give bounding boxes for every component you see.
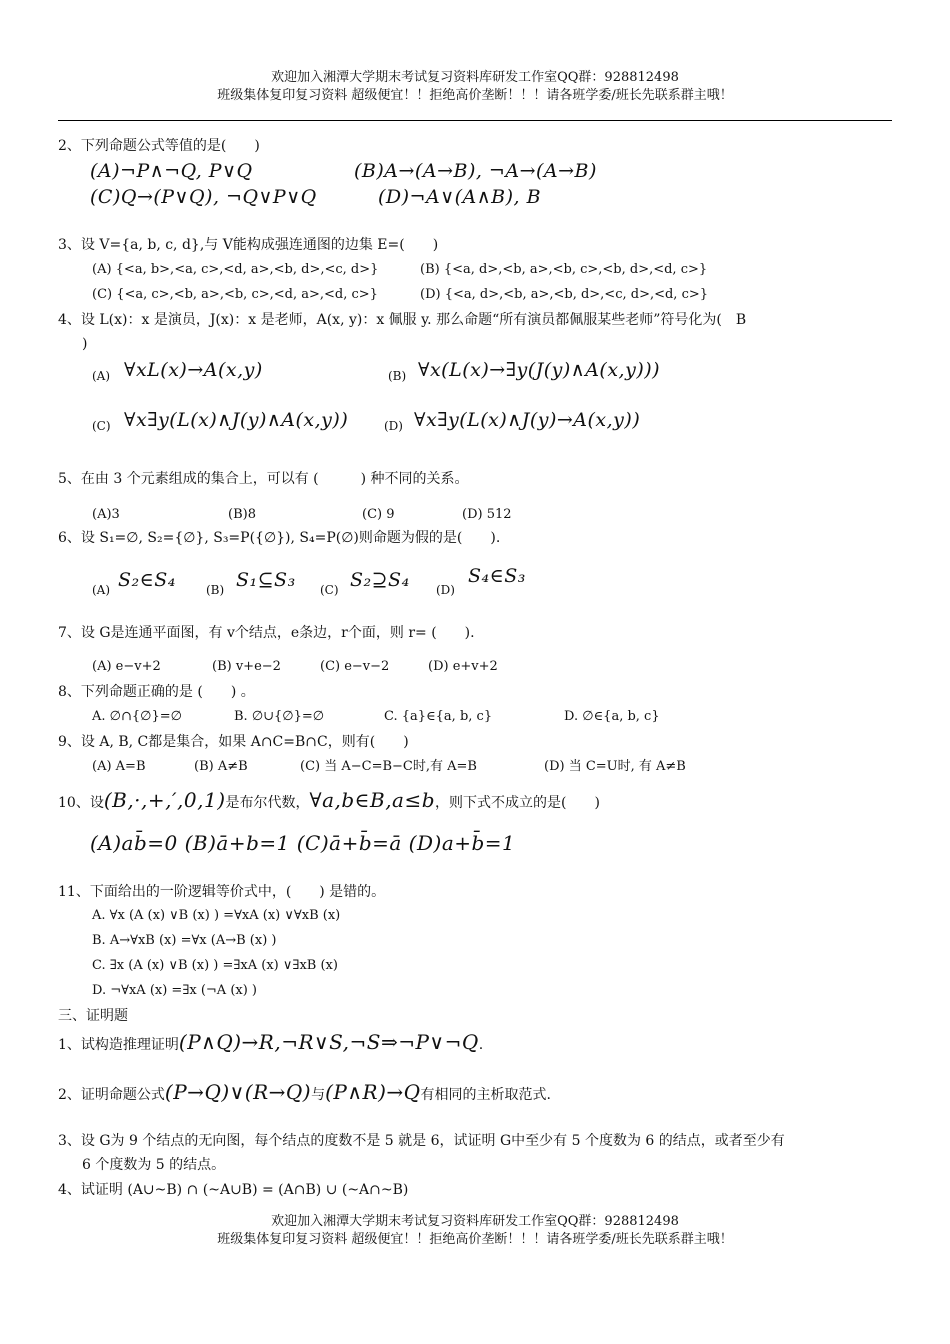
header-divider — [58, 120, 892, 121]
q11-option-b: B. A→∀xB (x) =∀x (A→B (x) ) — [92, 933, 277, 948]
header-line-2: 班级集体复印复习资料 超级便宜！！拒绝高价垄断！！！请各班学委/班长先联系群主哦！ — [217, 88, 733, 103]
q4-option-a-label: (A) — [92, 369, 111, 383]
q8-option-b: B. ∅∪{∅}=∅ — [234, 709, 325, 724]
q11-option-c: C. ∃x (A (x) ∨B (x) ) =∃xA (x) ∨∃xB (x) — [92, 958, 338, 973]
q4-option-b-label: (B) — [388, 369, 407, 383]
q9-option-d: (D) 当 C=U时, 有 A≠B — [544, 759, 686, 774]
proof-1-pre: 1、试构造推理证明 — [58, 1037, 179, 1053]
q2-option-d: (D)¬A∨(A∧B), B — [378, 186, 542, 208]
q6-option-d-label: (D) — [436, 583, 455, 597]
q9-option-c: (C) 当 A−C=B−C时,有 A=B — [300, 759, 477, 774]
q10-stem-mid: 是布尔代数， — [225, 795, 310, 811]
proof-2-formula-2: (P∧R)→Q — [325, 1080, 421, 1104]
q8-option-d: D. ∅∈{a, b, c} — [564, 709, 660, 724]
q6-option-b-label: (B) — [206, 583, 225, 597]
q4-stem-cont: ) — [82, 336, 88, 352]
q3-option-d: (D) {<a, d>,<b, a>,<b, d>,<c, d>,<d, c>} — [420, 287, 709, 302]
q4-option-d: ∀x∃y(L(x)∧J(y)→A(x,y)) — [414, 409, 641, 431]
q10-stem-pre: 10、设 — [58, 795, 104, 811]
q7-stem: 7、设 G是连通平面图，有 v个结点，e条边，r个面，则 r= ( ). — [58, 625, 475, 641]
q4-option-d-label: (D) — [384, 419, 403, 433]
q5-stem: 5、在由 3 个元素组成的集合上，可以有 ( ) 种不同的关系。 — [58, 471, 469, 487]
proof-1-formula: (P∧Q)→R,¬R∨S,¬S⇒¬P∨¬Q — [178, 1030, 479, 1054]
q11-option-a: A. ∀x (A (x) ∨B (x) ) =∀xA (x) ∨∀xB (x) — [92, 908, 341, 923]
q6-option-d: S₄∈S₃ — [468, 565, 526, 587]
proof-1-post: . — [478, 1037, 484, 1053]
q7-option-a: (A) e−v+2 — [92, 659, 161, 674]
q3-stem: 3、设 V={a, b, c, d},与 V能构成强连通图的边集 E=( ) — [58, 237, 439, 253]
q10-stem-row — [58, 790, 600, 813]
proof-2-row — [58, 1082, 551, 1105]
q7-option-b: (B) v+e−2 — [212, 659, 281, 674]
q2-option-c: (C)Q→(P∨Q), ¬Q∨P∨Q — [90, 186, 317, 208]
q4-option-b: ∀x(L(x)→∃y(J(y)∧A(x,y))) — [418, 359, 661, 381]
q6-option-a: S₂∈S₄ — [118, 569, 176, 591]
proof-1-row — [58, 1032, 483, 1055]
q3-option-b: (B) {<a, d>,<b, a>,<b, c>,<b, d>,<d, c>} — [420, 262, 708, 277]
header-line-1: 欢迎加入湘潭大学期末考试复习资料库研发工作室QQ群：928812498 — [271, 70, 679, 85]
q9-option-a: (A) A=B — [92, 759, 146, 774]
q5-option-c: (C) 9 — [362, 507, 395, 522]
q10-stem-post: ，则下式不成立的是( ) — [435, 795, 600, 811]
q7-option-c: (C) e−v−2 — [320, 659, 390, 674]
proof-2-mid: 与 — [311, 1087, 326, 1103]
proof-3-line-2: 6 个度数为 5 的结点。 — [82, 1157, 226, 1173]
q2-stem: 2、下列命题公式等值的是( ) — [58, 138, 260, 154]
q5-option-a: (A)3 — [92, 507, 120, 522]
footer-line-2: 班级集体复印复习资料 超级便宜！！拒绝高价垄断！！！请各班学委/班长先联系群主哦！ — [217, 1232, 733, 1247]
q8-stem: 8、下列命题正确的是 ( ) 。 — [58, 684, 255, 700]
q6-option-c: S₂⊇S₄ — [350, 569, 410, 591]
q5-option-d: (D) 512 — [462, 507, 512, 522]
proof-4: 4、试证明 (A∪~B) ∩ (~A∪B) = (A∩B) ∪ (~A∩~B) — [58, 1182, 409, 1198]
q4-stem: 4、设 L(x)：x 是演员，J(x)：x 是老师，A(x, y)：x 佩服 y. 那么命题“所有演员都佩服某些老师”符号化为( B — [58, 312, 747, 328]
footer-line-1: 欢迎加入湘潭大学期末考试复习资料库研发工作室QQ群：928812498 — [271, 1214, 679, 1229]
proof-2-post: 有相同的主析取范式. — [420, 1087, 551, 1103]
proof-2-pre: 2、证明命题公式 — [58, 1087, 165, 1103]
q8-option-c: C. {a}∈{a, b, c} — [384, 709, 493, 724]
q4-option-c-label: (C) — [92, 419, 111, 433]
q9-option-b: (B) A≠B — [194, 759, 248, 774]
section3-title: 三、证明题 — [58, 1008, 128, 1024]
q10-condition: ∀a,b∈B,a≤b — [309, 788, 436, 812]
q7-option-d: (D) e+v+2 — [428, 659, 498, 674]
q5-option-b: (B)8 — [228, 507, 256, 522]
q6-option-a-label: (A) — [92, 583, 111, 597]
q4-option-c: ∀x∃y(L(x)∧J(y)∧A(x,y)) — [124, 409, 349, 431]
q2-option-a: (A)¬P∧¬Q, P∨Q — [90, 160, 253, 182]
q6-option-c-label: (C) — [320, 583, 339, 597]
q6-option-b: S₁⊆S₃ — [236, 569, 296, 591]
q9-stem: 9、设 A, B, C都是集合，如果 A∩C=B∩C，则有( ) — [58, 734, 409, 750]
q3-option-c: (C) {<a, c>,<b, a>,<b, c>,<d, a>,<d, c>} — [92, 287, 378, 302]
q6-stem: 6、设 S₁=∅, S₂={∅}, S₃=P({∅}), S₄=P(∅)则命题为假的是( ). — [58, 530, 501, 546]
q4-option-a: ∀xL(x)→A(x,y) — [124, 359, 263, 381]
q3-option-a: (A) {<a, b>,<a, c>,<d, a>,<b, d>,<c, d>} — [92, 262, 379, 277]
q11-option-d: D. ¬∀xA (x) =∃x (¬A (x) ) — [92, 983, 257, 998]
q2-option-b: (B)A→(A→B), ¬A→(A→B) — [354, 160, 597, 182]
proof-2-formula-1: (P→Q)∨(R→Q) — [164, 1080, 312, 1104]
q10-boolean-algebra: (B,·,+,′,0,1) — [103, 788, 226, 812]
q8-option-a: A. ∅∩{∅}=∅ — [92, 709, 182, 724]
q11-stem: 11、下面给出的一阶逻辑等价式中，( ) 是错的。 — [58, 884, 386, 900]
q10-options: (A)ab̄=0 (B)ā+b=1 (C)ā+b̄=ā (D)a+b̄=1 — [90, 831, 516, 855]
proof-3-line-1: 3、设 G为 9 个结点的无向图，每个结点的度数不是 5 就是 6，试证明 G中至少有 5 个度数为 6 的结点，或者至少有 — [58, 1133, 785, 1149]
